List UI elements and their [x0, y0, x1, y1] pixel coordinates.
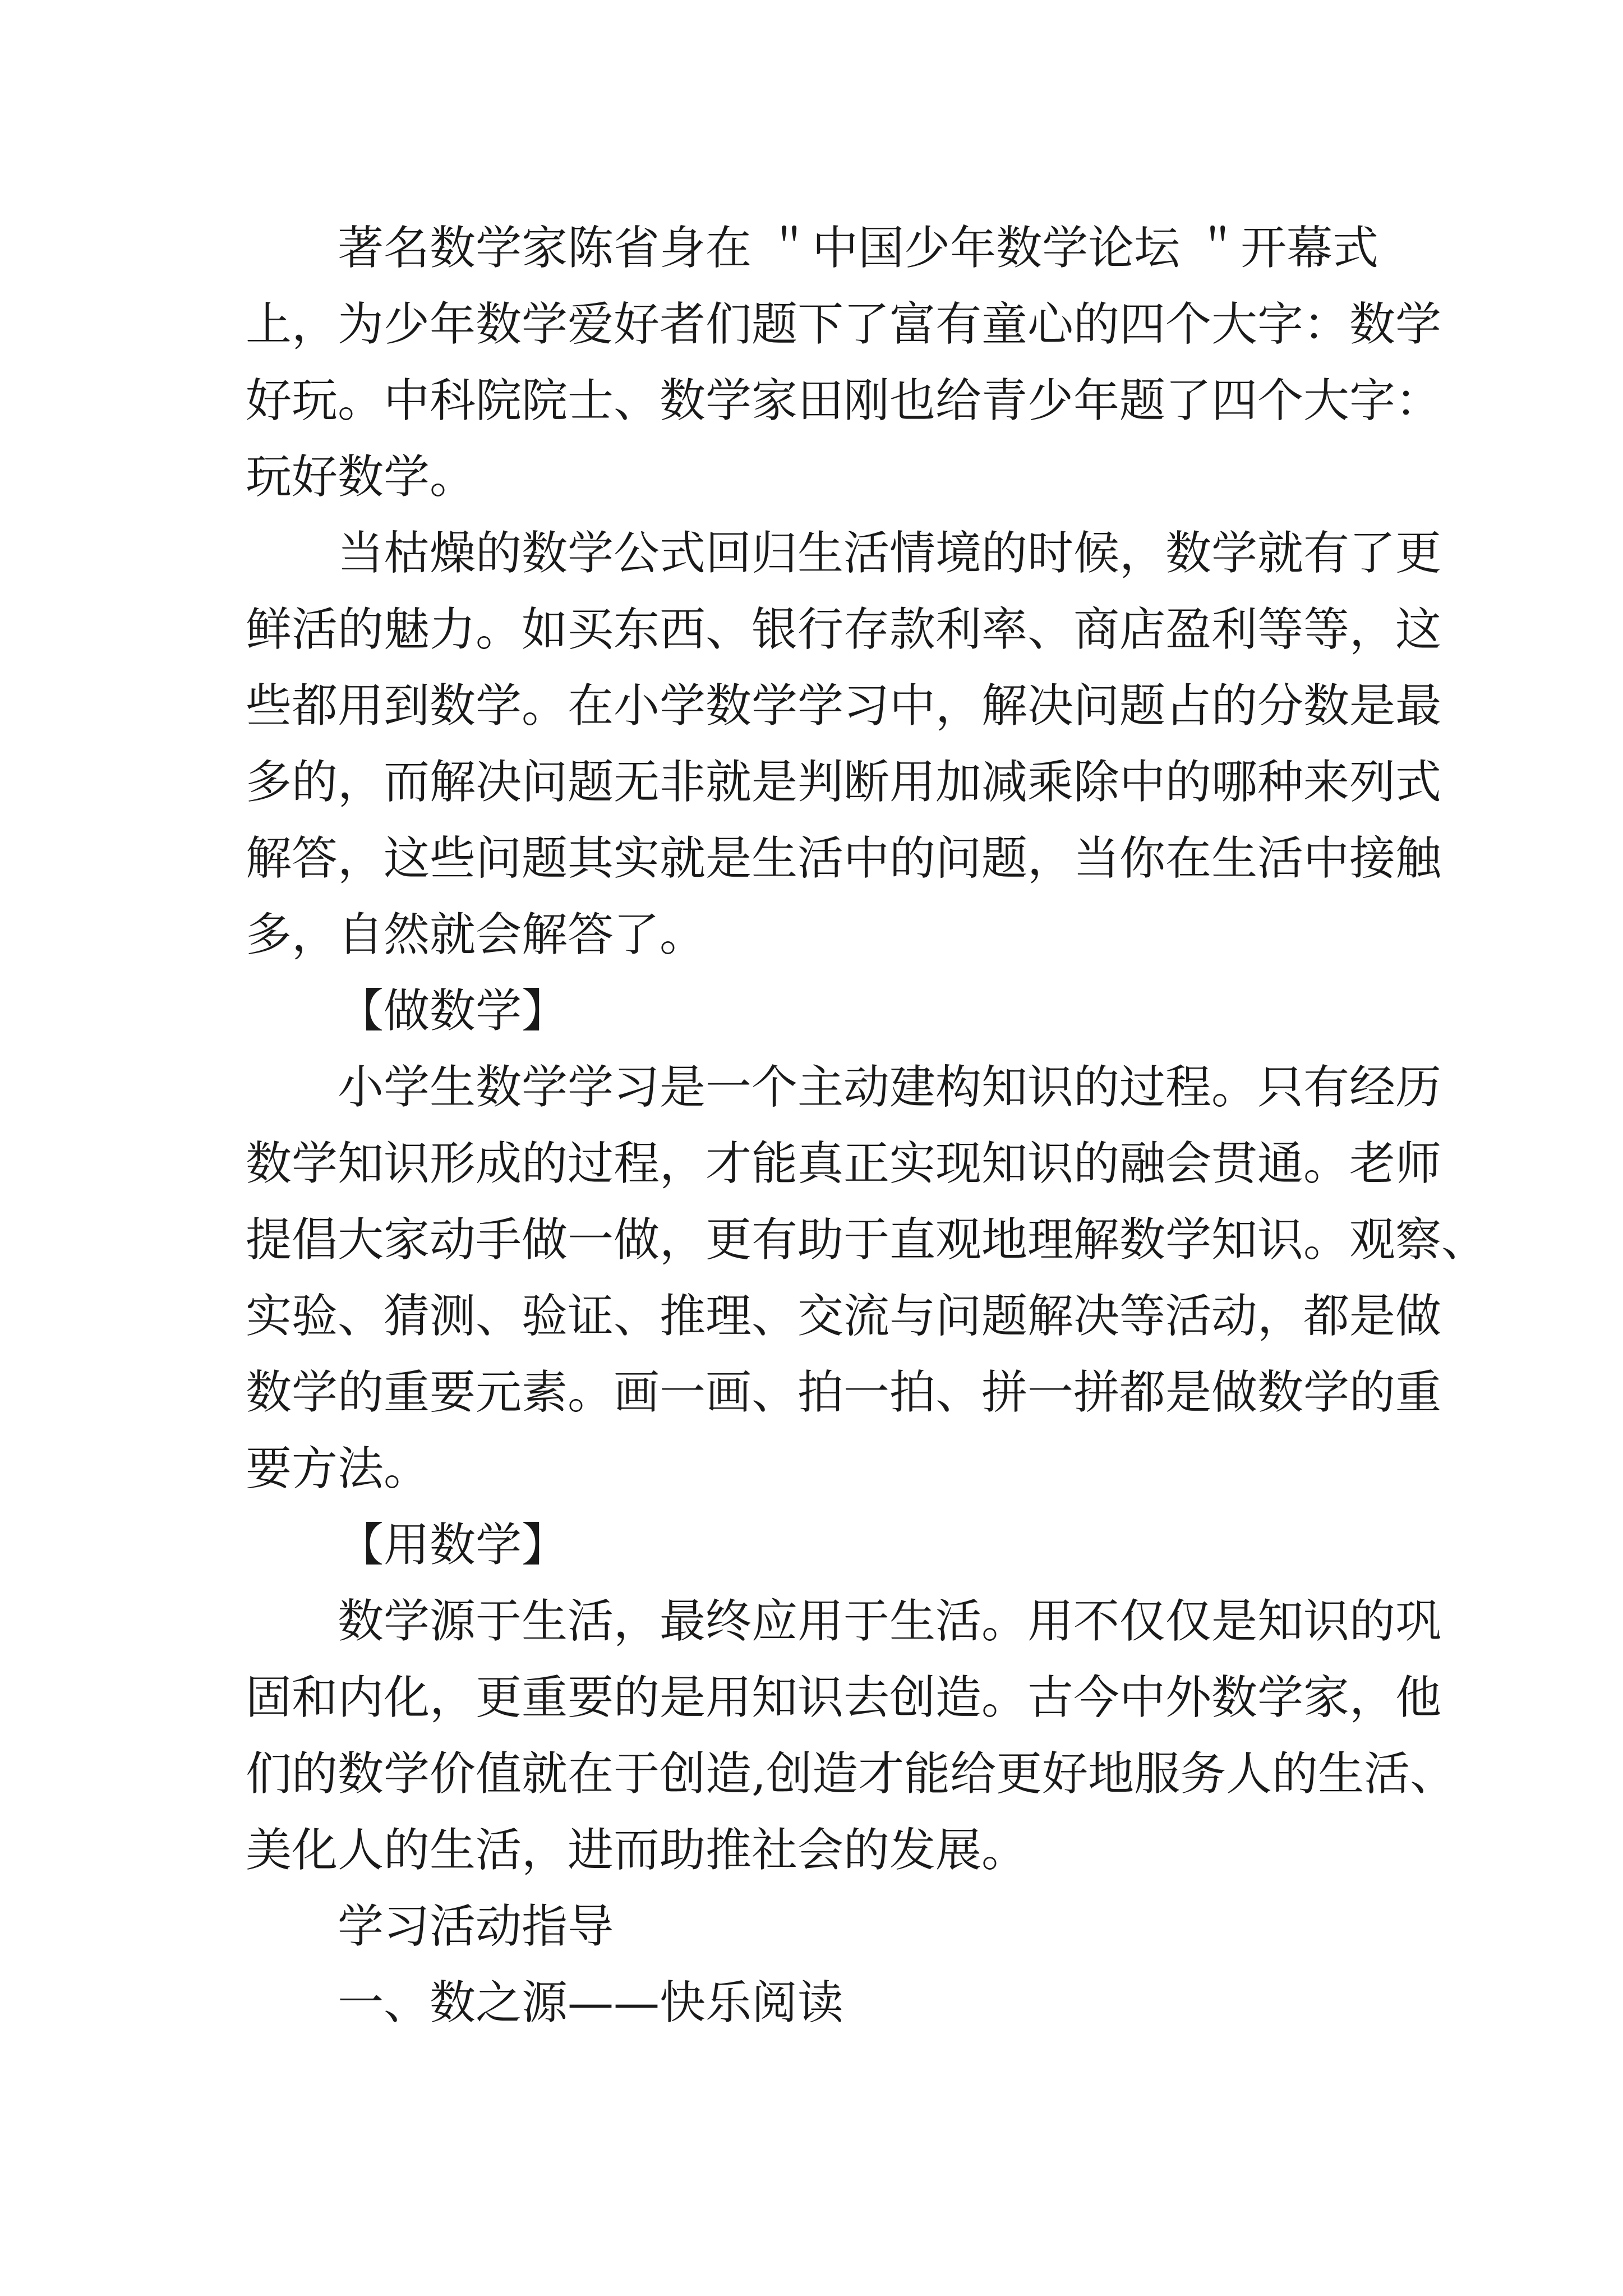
paragraph-do-math	[246, 1050, 1488, 1507]
text-line: 著名数学家陈省身在 ＂中国少年数学论坛 ＂开幕式	[338, 222, 1379, 275]
text-line: 提倡大家动手做一做，更有助于直观地理解数学知识。观察、	[246, 1213, 1488, 1267]
text-line: 们的数学价值就在于创造,创造才能给更好地服务人的生活、	[246, 1747, 1456, 1801]
text-line: 实验、猜测、验证、推理、交流与问题解决等活动，都是做	[246, 1290, 1442, 1343]
heading-use-math	[246, 1507, 1378, 1584]
text-line: 小学生数学学习是一个主动建构知识的过程。只有经历	[338, 1061, 1442, 1114]
text-line: 数学源于生活，最终应用于生活。用不仅仅是知识的巩	[338, 1595, 1442, 1648]
paragraph-life-math	[246, 516, 1442, 973]
text-line: 鲜活的魅力。如买东西、银行存款利率、商店盈利等等，这	[246, 603, 1442, 656]
text-line: 要方法。	[246, 1442, 430, 1496]
text-line: 多，自然就会解答了。	[246, 908, 706, 961]
text-line: 数学知识形成的过程，才能真正实现知识的融会贯通。老师	[246, 1137, 1442, 1190]
section-heading: 学习活动指导	[338, 1900, 614, 1953]
text-line: 上，为少年数学爱好者们题下了富有童心的四个大字：数学	[246, 298, 1442, 351]
text-line: 固和内化，更重要的是用知识去创造。古今中外数学家，他	[246, 1671, 1442, 1724]
text-line: 多的，而解决问题无非就是判断用加减乘除中的哪种来列式	[246, 756, 1442, 809]
paragraph-intro	[246, 210, 1442, 516]
text-line: 数学的重要元素。画一画、拍一拍、拼一拼都是做数学的重	[246, 1366, 1442, 1419]
document-body	[246, 210, 1488, 2041]
text-line: 些都用到数学。在小学数学学习中，解决问题占的分数是最	[246, 679, 1442, 733]
section-heading: 一、数之源——快乐阅读	[338, 1976, 844, 2030]
section-heading: 【用数学】	[338, 1519, 568, 1572]
text-line: 玩好数学。	[246, 450, 476, 504]
text-line: 好玩。中科院院士、数学家田刚也给青少年题了四个大字：	[246, 374, 1442, 427]
heading-do-math	[246, 973, 1378, 1050]
heading-activity-guide	[246, 1889, 1378, 1965]
paragraph-use-math	[246, 1584, 1456, 1889]
heading-section-one	[246, 1965, 1378, 2041]
text-line: 解答，这些问题其实就是生活中的问题，当你在生活中接触	[246, 832, 1442, 885]
section-heading: 【做数学】	[338, 984, 568, 1038]
text-line: 当枯燥的数学公式回归生活情境的时候，数学就有了更	[338, 527, 1442, 580]
text-line: 美化人的生活，进而助推社会的发展。	[246, 1824, 1028, 1877]
